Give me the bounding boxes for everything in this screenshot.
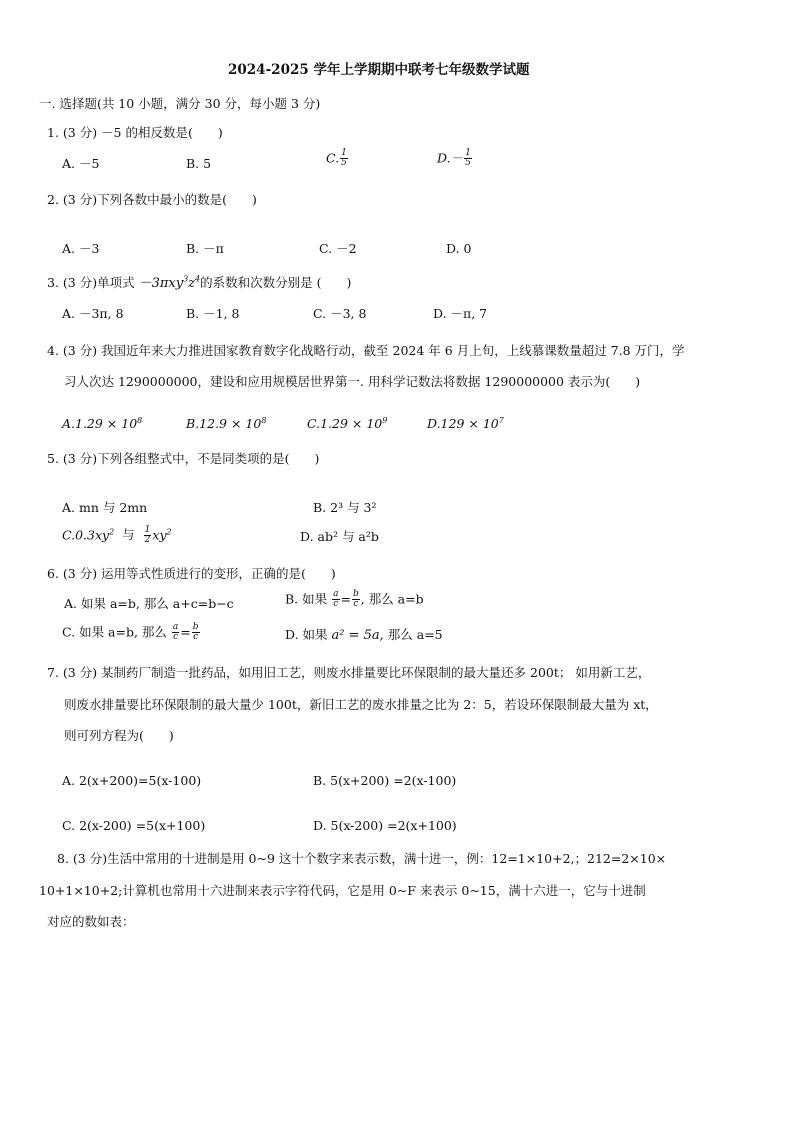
q3-monomial: $-3\pi xy^3z^4$: [138, 274, 201, 291]
section-heading: 一. 选择题(共 10 小题，满分 30 分，每小题 3 分): [39, 96, 321, 111]
q3-stem-pre: 3. (3 分)单项式: [47, 275, 135, 290]
q5-option-a[interactable]: A. mn 与 2mn: [62, 500, 148, 515]
q4-option-c[interactable]: $C.1.29 \times 10^9$: [307, 415, 388, 431]
question-8-line-3: 对应的数如表：: [47, 914, 135, 929]
question-4-line-1: 4. (3 分) 我国近年来大力推进国家教育数字化战略行动，截至 2024 年 6 月上旬，上线慕课数量超过 7.8 万门，学: [47, 343, 685, 358]
q1-option-d[interactable]: [437, 149, 473, 169]
q4-option-b[interactable]: $B.12.9 \times 10^8$: [186, 415, 267, 431]
q7-option-b[interactable]: B. 5(x+200) =2(x-100): [313, 773, 457, 788]
q6-option-b[interactable]: B. 如果 $\frac{a}{c}$ = $\frac{b}{c}$ , 那么 a=b: [285, 589, 424, 610]
q5-option-d[interactable]: D. ab² 与 a²b: [300, 529, 379, 544]
page-title: 2024-2025 学年上学期期中联考七年级数学试题: [228, 62, 530, 78]
q6-option-a[interactable]: A. 如果 a=b, 那么 a+c=b−c: [64, 596, 234, 611]
q6-option-d[interactable]: D. 如果 a² = 5a, 那么 a=5: [285, 627, 443, 643]
q4-option-a[interactable]: $A.1.29 \times 10^8$: [62, 415, 143, 431]
question-7-line-2: 则废水排量要比环保限制的最大量少 100t，新旧工艺的废水排量之比为 2：5，若设环保限制最大量为 xt，: [64, 697, 658, 712]
q5-option-c[interactable]: $C.0.3xy^2$ 与 $\frac{1}{2}$ $xy^2$: [62, 525, 172, 546]
q3-option-b[interactable]: B. －1, 8: [186, 306, 240, 321]
q5-c-fraction: $\frac{1}{2}$: [144, 525, 151, 546]
question-1-stem: 1. (3 分) －5 的相反数是( ): [47, 125, 223, 140]
question-7-line-3: 则可列方程为( ): [64, 728, 174, 743]
q1-c-fraction: $\frac{1}{5}$: [341, 148, 347, 169]
q3-option-c[interactable]: C. －3, 8: [313, 306, 367, 321]
question-7-line-1: 7. (3 分) 某制药厂制造一批药品，如用旧工艺，则废水排量要比环保限制的最大量还多 200t； 如用新工艺，: [47, 665, 651, 680]
q2-option-b[interactable]: B. －π: [186, 241, 224, 256]
question-4-line-2: 习人次达 1290000000，建设和应用规模居世界第一. 用科学记数法将数据 1290000000 表示为( ): [64, 374, 641, 389]
q1-option-b[interactable]: B. 5: [186, 156, 212, 171]
q7-option-d[interactable]: D. 5(x-200) =2(x+100): [313, 818, 457, 833]
q1-d-fraction: $\frac{1}{5}$: [465, 148, 471, 169]
q5-option-b[interactable]: B. 2³ 与 3²: [313, 500, 377, 515]
q1-option-a[interactable]: A. －5: [62, 156, 100, 171]
question-6-stem: 6. (3 分) 运用等式性质进行的变形，正确的是( ): [47, 566, 336, 581]
q2-option-d[interactable]: D. 0: [446, 241, 472, 256]
q3-stem-post: 的系数和次数分别是 ( ): [200, 275, 352, 290]
question-2-stem: 2. (3 分)下列各数中最小的数是( ): [47, 192, 257, 207]
q7-option-a[interactable]: A. 2(x+200)=5(x-100): [62, 773, 202, 788]
q3-option-d[interactable]: D. －π, 7: [433, 306, 488, 321]
q2-option-c[interactable]: C. －2: [319, 241, 357, 256]
q3-option-a[interactable]: A. －3π, 8: [62, 306, 124, 321]
question-8-line-2: 10+1×10+2;计算机也常用十六进制来表示字符代码，它是用 0~F 来表示 0~15，满十六进一，它与十进制: [39, 883, 646, 898]
question-5-stem: 5. (3 分)下列各组整式中，不是同类项的是( ): [47, 451, 320, 466]
q6-option-c[interactable]: C. 如果 a=b, 那么 $\frac{a}{c}$ = $\frac{b}{c}$: [62, 622, 199, 643]
question-3-stem: [47, 275, 351, 292]
q7-option-c[interactable]: C. 2(x-200) =5(x+100): [62, 818, 206, 833]
question-8-line-1: 8. (3 分)生活中常用的十进制是用 0~9 这十个数字来表示数，满十进一，例：12=1×10+2,；212=2×10×: [57, 851, 667, 866]
q1-c-label: C.: [326, 150, 340, 166]
q1-option-c[interactable]: [326, 149, 349, 169]
q2-option-a[interactable]: A. －3: [62, 241, 100, 256]
q1-d-label: D.－: [437, 150, 464, 166]
q4-option-d[interactable]: $D.129 \times 10^7$: [427, 415, 504, 431]
